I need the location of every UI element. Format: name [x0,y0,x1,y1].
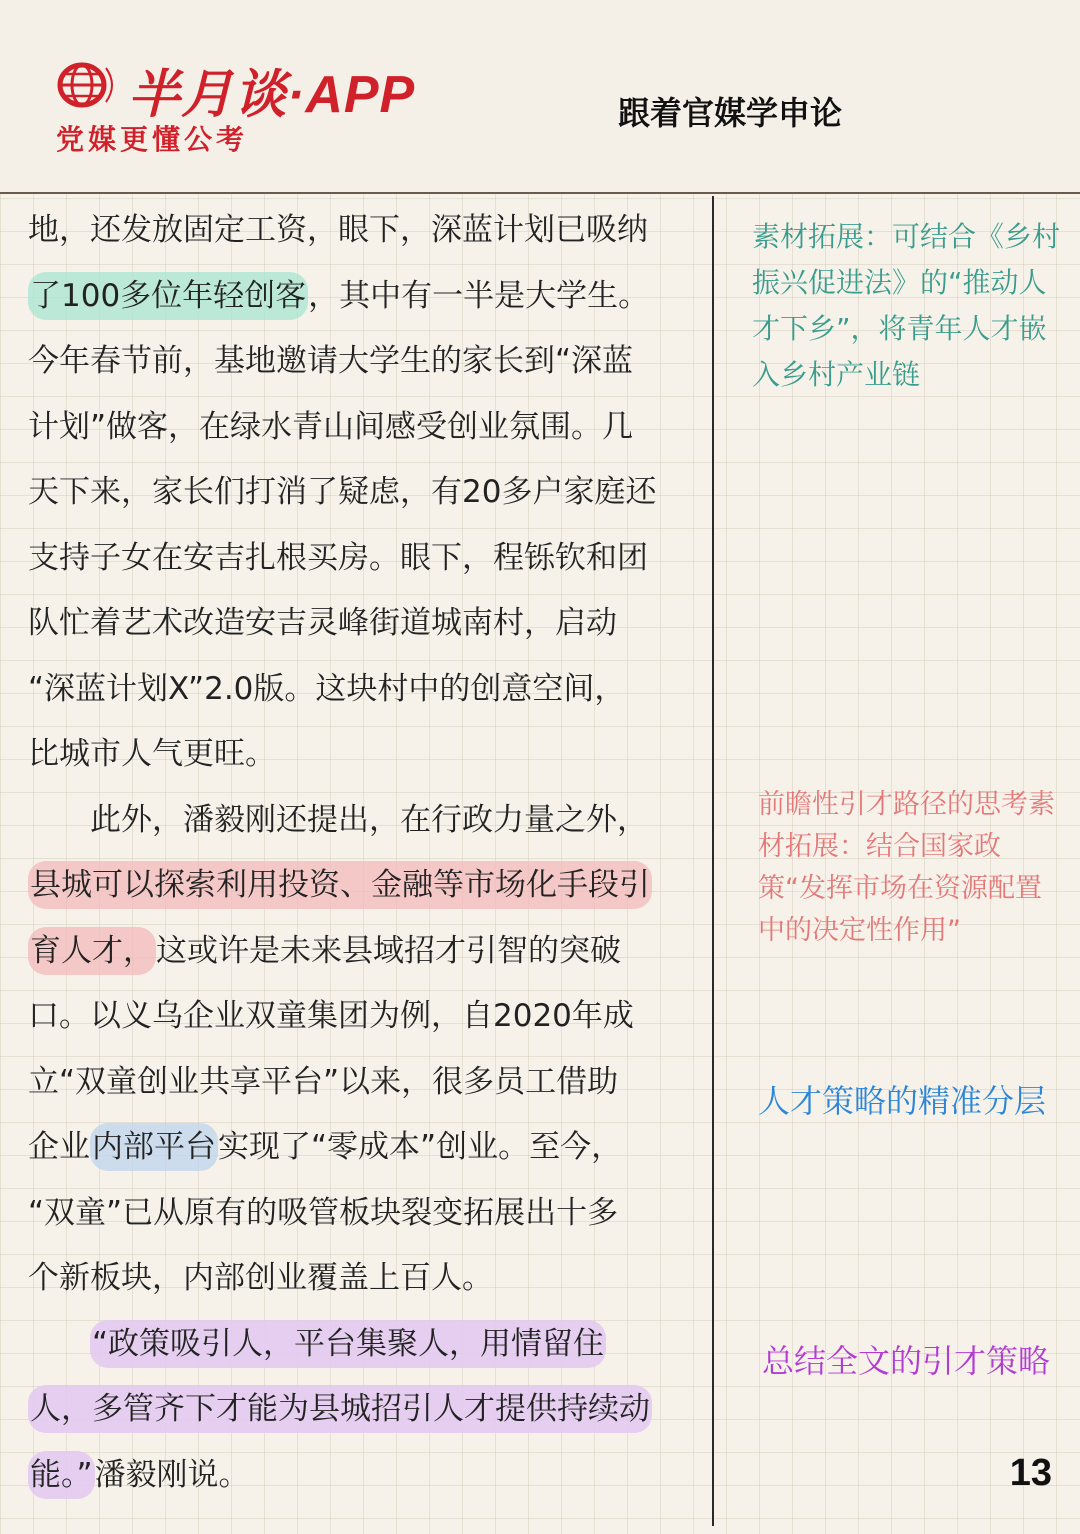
text-segment: 潘毅刚说。 [94,1456,250,1493]
highlight-purple: 能。” [28,1451,95,1499]
margin-note-talent-strategy: 人才策略的精准分层 [758,1082,1047,1120]
text-line: 此外，潘毅刚还提出，在行政力量之外， [90,801,648,838]
text-line [28,1312,698,1378]
text-segment: 实现了“零成本”创业。至今， [218,1129,623,1165]
brand-slogan: 党媒更懂公考 [56,123,249,156]
text-line: 个新板块，内部创业覆盖上百人。 [28,1260,493,1296]
text-line: 天下来，家长们打消了疑虑，有20多户家庭还 [28,474,657,510]
text-line [28,853,698,919]
text-line [28,1443,698,1509]
text-segment: ，其中有一半是大学生。 [308,277,650,314]
margin-note-forward-thinking: 前瞻性引才路径的思考素材拓展：结合国家政策“发挥市场在资源配置中的决定性作用” [758,789,1055,946]
text-line: 今年春节前，基地邀请大学生的家长到“深蓝 [28,343,634,379]
text-line [28,1115,698,1181]
text-line: “双童”已从原有的吸管板块裂变拓展出十多 [28,1194,619,1231]
margin-note-summary: 总结全文的引才策略 [762,1342,1051,1380]
highlight-green: 了100多位年轻创客 [28,272,308,320]
highlight-pink: 县城可以探索利用投资、金融等市场化手段引 [28,861,652,909]
margin-note-material-expansion: 素材拓展：可结合《乡村振兴促进法》的“推动人才下乡”，将青年人才嵌入乡村产业链 [752,220,1061,391]
highlight-pink: 育人才， [28,927,156,975]
globe-logo-icon [56,62,120,108]
brand-logo-text: 半月谈·APP [128,66,416,124]
text-segment: 这或许是未来县域招才引智的突破 [156,932,621,969]
page-number: 13 [1009,1452,1052,1494]
page-header [0,0,1080,194]
article-body [28,198,698,1508]
highlight-purple: “政策吸引人，平台集聚人，用情留住 [90,1320,606,1368]
text-line: 比城市人气更旺。 [28,736,276,772]
highlight-blue: 内部平台 [90,1123,218,1171]
text-line: 队忙着艺术改造安吉灵峰街道城南村，启动 [28,605,617,641]
highlight-purple: 人，多管齐下才能为县城招引人才提供持续动 [28,1385,652,1433]
column-divider [712,196,714,1526]
text-segment: 企业 [28,1129,90,1165]
text-line: 计划”做客，在绿水青山间感受创业氛围。几 [28,408,634,445]
text-line: 口。以义乌企业双童集团为例，自2020年成 [28,998,634,1034]
page-title: 跟着官媒学申论 [618,94,843,132]
text-line [28,919,698,985]
text-line: 立“双童创业共享平台”以来，很多员工借助 [28,1063,619,1100]
text-line: 支持子女在安吉扎根买房。眼下，程铄钦和团 [28,539,648,576]
text-line [28,264,698,330]
text-line: “深蓝计划X”2.0版。这块村中的创意空间， [28,670,626,707]
text-line [28,1377,698,1443]
text-line: 地，还发放固定工资，眼下，深蓝计划已吸纳 [28,212,648,248]
